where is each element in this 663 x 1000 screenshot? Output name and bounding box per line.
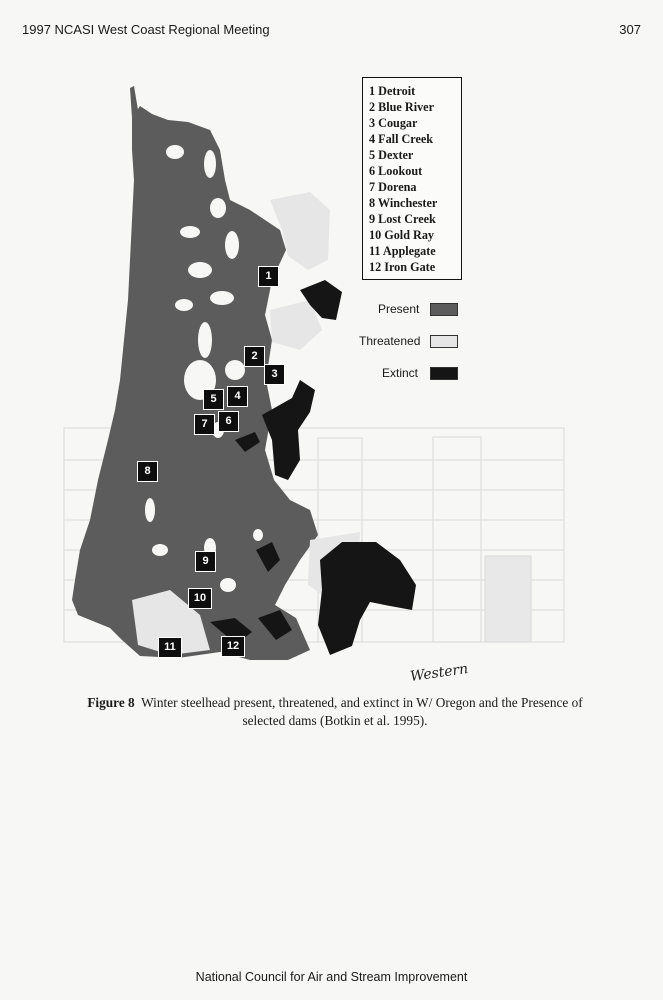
legend-present-label: Present: [378, 302, 420, 316]
dam-marker-7: 7: [194, 414, 215, 435]
legend-extinct-label: Extinct: [382, 366, 419, 380]
legend-extinct-swatch: [430, 367, 458, 380]
dam-list-item: 12 Iron Gate: [369, 260, 436, 274]
dam-list-item: 3 Cougar: [369, 116, 418, 130]
legend-threatened-label: Threatened: [359, 334, 421, 348]
page-footer: National Council for Air and Stream Improvement: [195, 970, 468, 984]
dam-marker-12: 12: [221, 636, 245, 657]
caption-text-2: selected dams (Botkin et al. 1995).: [242, 713, 428, 728]
dam-list-item: 11 Applegate: [369, 244, 436, 258]
dam-list-item: 7 Dorena: [369, 180, 417, 194]
dam-marker-3: 3: [264, 364, 285, 385]
dam-list-item: 5 Dexter: [369, 148, 414, 162]
dam-list-item: 2 Blue River: [369, 100, 434, 114]
legend-threatened-swatch: [430, 335, 458, 348]
header-title: 1997 NCASI West Coast Regional Meeting: [22, 22, 270, 37]
figure-label: Figure 8: [87, 695, 135, 710]
legend-present-swatch: [430, 303, 458, 316]
dam-list-item: 4 Fall Creek: [369, 132, 434, 146]
dam-list-item: 9 Lost Creek: [369, 212, 436, 226]
dam-marker-2: 2: [244, 346, 265, 367]
dam-marker-9: 9: [195, 551, 216, 572]
dam-marker-6: 6: [218, 411, 239, 432]
dam-list-legend: [362, 77, 462, 280]
dam-marker-8: 8: [137, 461, 158, 482]
figure-caption: [50, 694, 620, 730]
dam-list-item: 10 Gold Ray: [369, 228, 435, 242]
dam-list-item: 8 Winchester: [369, 196, 438, 210]
dam-marker-1: 1: [258, 266, 279, 287]
dam-list-item: 1 Detroit: [369, 84, 416, 98]
dam-list-item: 6 Lookout: [369, 164, 423, 178]
handwritten-annotation: Western: [409, 661, 470, 685]
page-number: 307: [619, 22, 641, 37]
dam-marker-4: 4: [227, 386, 248, 407]
caption-text-1: Winter steelhead present, threatened, and extinct in W/ Oregon and the Presence of: [141, 695, 583, 710]
dam-marker-10: 10: [188, 588, 212, 609]
dam-marker-5: 5: [203, 389, 224, 410]
dam-marker-11: 11: [158, 637, 182, 658]
